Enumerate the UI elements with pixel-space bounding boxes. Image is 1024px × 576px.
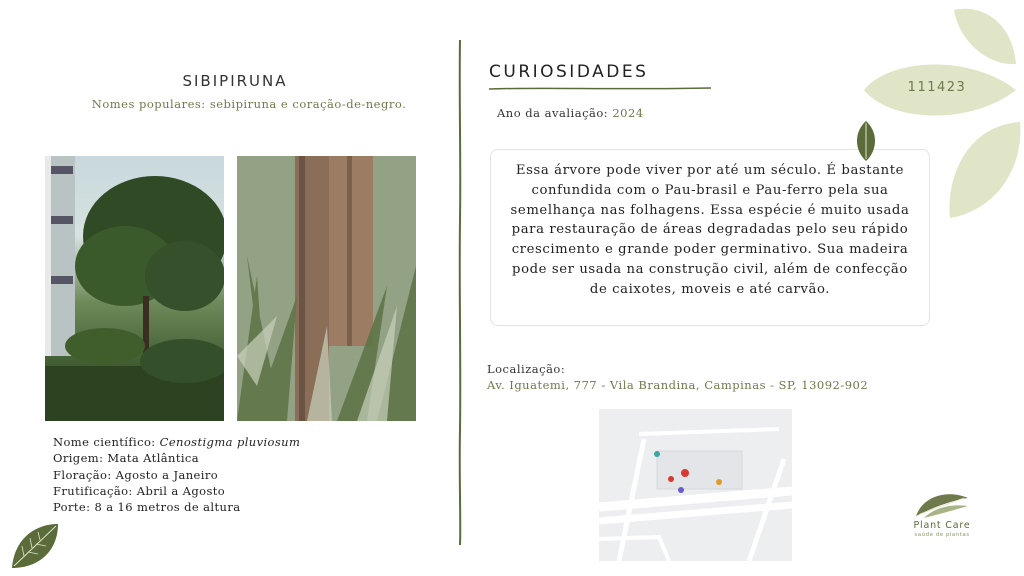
brand-name: Plant Care — [913, 520, 971, 531]
tree-photo — [45, 156, 224, 421]
scientific-label: Nome científico: — [53, 435, 160, 449]
leaf-icon — [10, 522, 60, 570]
title-underline — [489, 86, 711, 91]
year-value: 2024 — [612, 106, 644, 120]
origin: Origem: Mata Atlântica — [53, 451, 200, 466]
vertical-divider — [455, 40, 465, 545]
pin-icon — [716, 479, 722, 485]
year-label: Ano da avaliação: — [497, 106, 613, 120]
plant-title: SIBIPIRUNA — [182, 72, 288, 90]
flowering: Floração: Agosto a Janeiro — [53, 467, 219, 482]
plant-details — [53, 434, 433, 515]
evaluation-year — [497, 106, 644, 120]
curiosities-text: Essa árvore pode viver por até um século. É bastante confundida com o Pau-brasil e Pau-ferro pela sua semelhança nas folhagens. Essa espécie é muito usada para restauração de áreas degradadas pelo seu rápido crescimento e grande poder germinativo. Sua madeira pode ser usada na construção civil, além de confecção de caixotes, moveis e até carvão. — [490, 149, 930, 326]
plant-code: 111423 — [907, 80, 967, 95]
location-address: Av. Iguatemi, 777 - Vila Brandina, Campinas - SP, 13092-902 — [487, 378, 869, 392]
pin-icon — [668, 476, 674, 482]
scientific-name: Cenostigma pluviosum — [159, 435, 301, 449]
pin-icon — [681, 469, 689, 477]
brand-tagline: saúde de plantas — [914, 532, 970, 538]
popular-names: Nomes populares: sebipiruna e coração-de-negro. — [91, 97, 407, 111]
size: Porte: 8 a 16 metros de altura — [53, 500, 241, 515]
logo-icon — [914, 488, 970, 520]
location-map[interactable] — [599, 409, 792, 561]
curiosities-title: CURIOSIDADES — [489, 62, 649, 82]
brand-logo — [900, 488, 984, 538]
location-label: Localização: — [487, 362, 566, 376]
scientific-name-line — [53, 434, 433, 450]
pin-icon — [678, 487, 684, 493]
pin-icon — [654, 451, 660, 457]
fruiting: Frutificação: Abril a Agosto — [53, 483, 226, 498]
leaf-icon — [855, 121, 877, 161]
leaf-icon — [946, 118, 1024, 222]
trunk-photo — [237, 156, 416, 421]
